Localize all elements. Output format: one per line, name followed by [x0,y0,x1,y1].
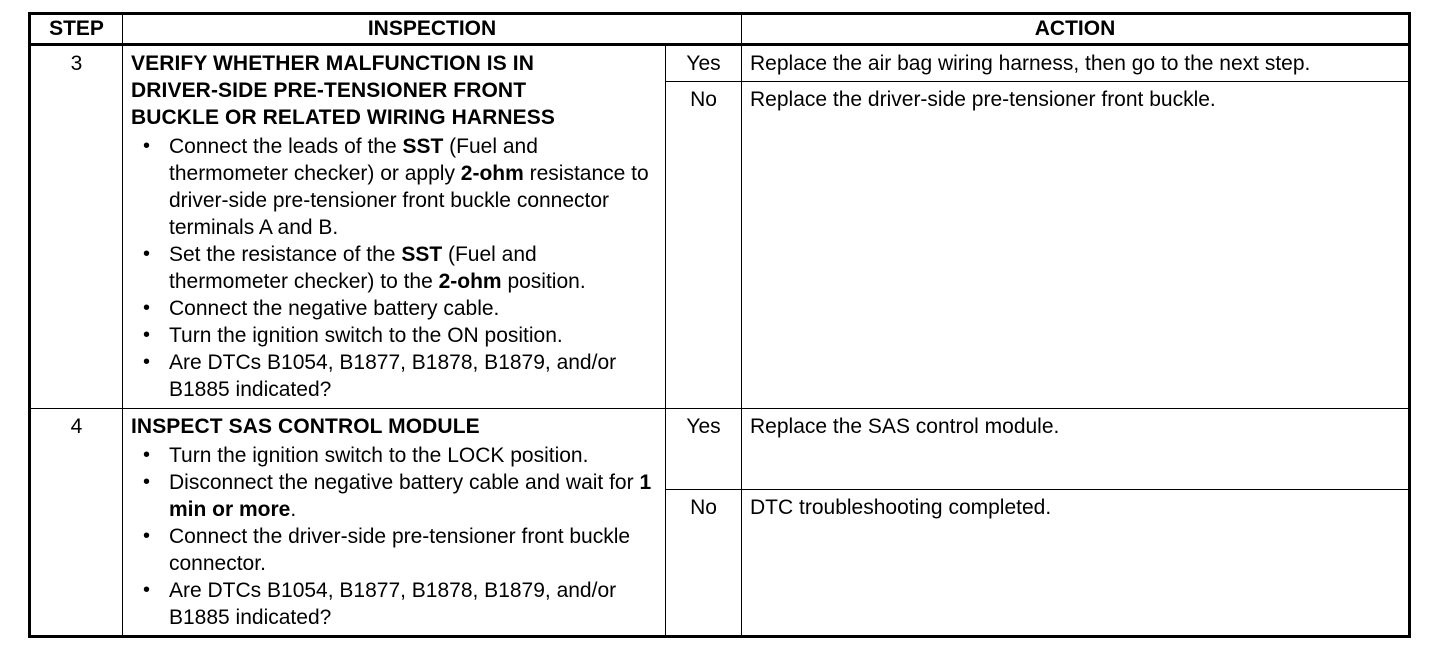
inspection-title: INSPECT SAS CONTROL MODULE [131,414,480,438]
bullet-text: position. [501,270,586,293]
bullet-bold: 1 min or more [169,470,652,521]
yes-label: Yes [666,408,742,489]
header-row [30,14,1410,45]
bullet-item [131,133,661,241]
step-number: 4 [30,408,123,636]
bullet-text: (Fuel and thermometer checker) or apply [169,135,538,185]
table-row [30,408,1410,489]
bullet-item [131,241,661,295]
header-inspection: INSPECTION [123,14,742,45]
bullet-text: Disconnect the negative battery cable and wait for [169,470,640,494]
inspection-cell [123,45,666,409]
inspection-cell [123,408,666,636]
header-action: ACTION [742,14,1410,45]
bullet-item [131,469,661,523]
step-number: 3 [30,45,123,409]
bullet-text: resistance to driver-side pre-tensioner front buckle connector terminals A and B. [169,162,649,239]
no-label: No [666,489,742,636]
bullet-item: • Turn the ignition switch to the ON position. [131,322,661,349]
no-action: DTC troubleshooting completed. [742,489,1410,636]
bullet-item: • Connect the negative battery cable. [131,295,661,322]
title-line: BUCKLE OR RELATED WIRING HARNESS [131,106,555,129]
yes-action: Replace the air bag wiring harness, then go to the next step. [742,45,1410,82]
bullet-text: (Fuel and thermometer checker) to the [169,243,537,293]
no-label: No [666,82,742,409]
bullet-text: Connect the leads of the [169,135,403,158]
bullet-text: Set the resistance of the [169,243,402,266]
bullet-item: • Connect the driver-side pre-tensioner front buckle connector. [131,523,661,577]
title-line: DRIVER-SIDE PRE-TENSIONER FRONT [131,79,527,102]
inspection-title [131,50,661,131]
bullet-item: • Turn the ignition switch to the LOCK position. [131,442,661,469]
yes-label: Yes [666,45,742,82]
procedure-table [28,12,1411,638]
bullet-item: • Are DTCs B1054, B1877, B1878, B1879, and/or B1885 indicated? [131,349,661,403]
inspection-bullets [131,133,661,403]
bullet-bold: SST [402,135,444,158]
inspection-bullets [131,442,661,631]
table-row [30,45,1410,82]
bullet-bold: 2-ohm [460,162,524,185]
bullet-bold: SST [401,243,443,266]
no-action: Replace the driver-side pre-tensioner front buckle. [742,82,1410,409]
bullet-bold: 2-ohm [438,270,502,293]
yes-action: Replace the SAS control module. [742,408,1410,489]
bullet-text: . [290,497,297,521]
title-line: VERIFY WHETHER MALFUNCTION IS IN [131,52,534,75]
header-step: STEP [30,14,123,45]
bullet-item: • Are DTCs B1054, B1877, B1878, B1879, and/or B1885 indicated? [131,577,661,631]
